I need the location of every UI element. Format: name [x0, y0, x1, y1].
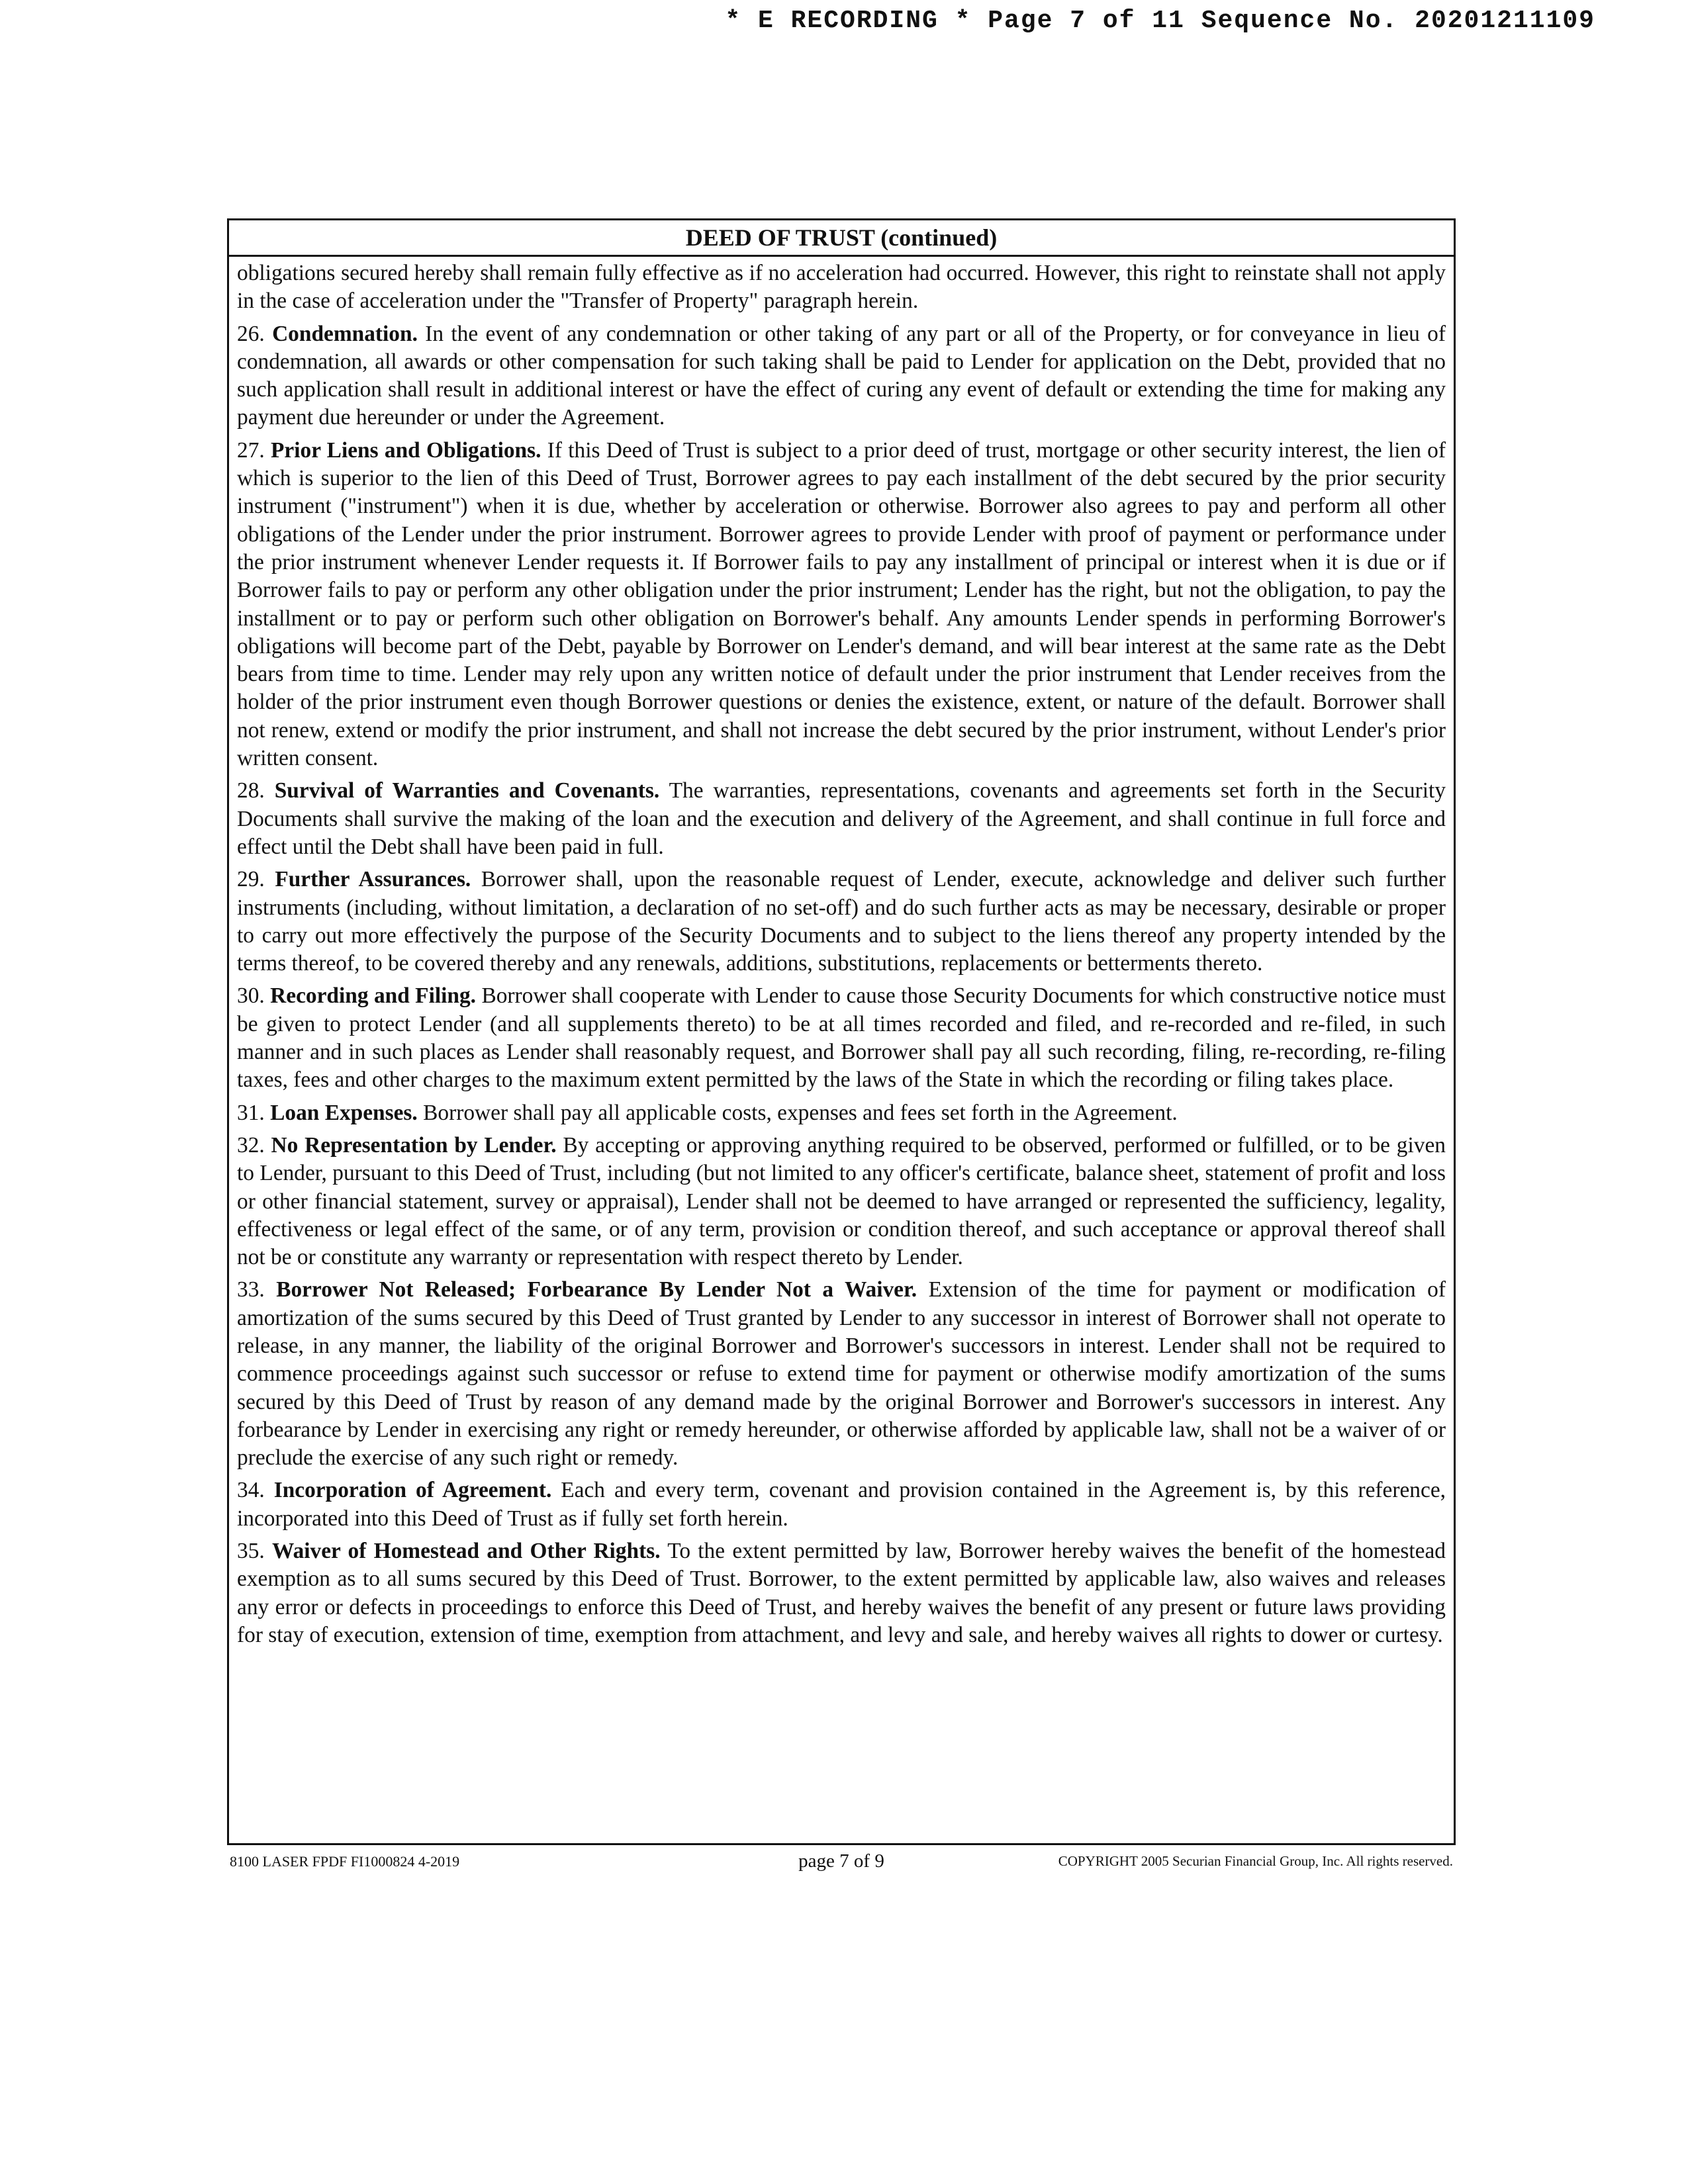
section-30 [237, 982, 1446, 1094]
section-34 [237, 1477, 1446, 1533]
section-text: If this Deed of Trust is subject to a prior deed of trust, mortgage or other security interest, the lien of which is superior to the lien of this Deed of Trust, Borrower agrees to pay each installment of the debt secured by the prior security instrument ("instrument") when it is due, whether by acceleration or otherwise. Borrower also agrees to pay and perform all other obligations of the Lender under the prior instrument. Borrower agrees to provide Lender with proof of payment or performance under the prior instrument whenever Lender requests it. If Borrower fails to pay any installment of principal or interest when it is due or if Borrower fails to pay or perform any other obligation under the prior instrument; Lender has the right, but not the obligation, to pay the installment or to pay or perform such other obligation on Borrower's behalf. Any amounts Lender spends in performing Borrower's obligations will become part of the Debt, payable by Borrower on Lender's demand, and will bear interest at the same rate as the Debt bears from time to time. Lender may rely upon any written notice of default under the prior instrument that Lender receives from the holder of the prior instrument even though Borrower questions or denies the existence, extent, or nature of the default. Borrower shall not renew, extend or modify the prior instrument, and shall not increase the debt secured by the prior instrument, without Lender's prior written consent. [237, 437, 1446, 771]
section-29 [237, 866, 1446, 978]
section-heading: Loan Expenses. [270, 1100, 418, 1125]
section-number: 26. [237, 321, 265, 346]
document-body [229, 257, 1454, 1649]
intro-paragraph: obligations secured hereby shall remain fully effective as if no acceleration had occurred. However, this right to reinstate shall not apply in the case of acceleration under the "Transfer of Property" paragraph herein. [237, 261, 1446, 314]
section-number: 34. [237, 1478, 265, 1503]
section-number: 30. [237, 983, 265, 1009]
section-number: 29. [237, 867, 265, 892]
section-number: 33. [237, 1277, 265, 1302]
section-32 [237, 1132, 1446, 1271]
section-number: 31. [237, 1100, 265, 1125]
copyright-notice: COPYRIGHT 2005 Securian Financial Group, Inc. All rights reserved. [1058, 1853, 1453, 1869]
document-title: DEED OF TRUST (continued) [229, 220, 1454, 257]
page-number: page 7 of 9 [798, 1850, 884, 1872]
section-heading: Prior Liens and Obligations. [271, 437, 541, 463]
section-number: 27. [237, 437, 265, 463]
section-28 [237, 777, 1446, 861]
recording-header: * E RECORDING * Page 7 of 11 Sequence No. 20201211109 [725, 7, 1595, 35]
form-id: 8100 LASER FPDF FI1000824 4-2019 [230, 1853, 460, 1870]
section-number: 35. [237, 1539, 265, 1564]
section-heading: Further Assurances. [275, 867, 471, 892]
document-footer [227, 1850, 1456, 1873]
section-text: By accepting or approving anything required to be observed, performed or fulfilled, or to be given to Lender, pursuant to this Deed of Trust, including (but not limited to any officer's certificate, balance sheet, statement of profit and loss or other financial statement, survey or appraisal), Lender shall not be deemed to have arranged or represented the sufficiency, legality, effectiveness or legal effect of the same, or of any term, provision or condition thereof, and such acceptance or approval thereof shall not be or constitute any warranty or representation with respect thereto by Lender. [237, 1132, 1446, 1270]
section-heading: Borrower Not Released; Forbearance By Lender Not a Waiver. [276, 1277, 917, 1302]
section-heading: No Representation by Lender. [271, 1132, 557, 1158]
section-text: Extension of the time for payment or modification of amortization of the sums secured by this Deed of Trust granted by Lender to any successor in interest of Borrower shall not operate to release, in any manner, the liability of the original Borrower and Borrower's successors in interest. Lender shall not be required to commence proceedings against such successor or refuse to extend time for payment or otherwise modify amortization of the sums secured by this Deed of Trust by reason of any demand made by the original Borrower and Borrower's successors in interest. Any forbearance by Lender in exercising any right or remedy hereunder, or otherwise afforded by applicable law, shall not be a waiver of or preclude the exercise of any such right or remedy. [237, 1277, 1446, 1471]
section-26 [237, 320, 1446, 432]
section-number: 32. [237, 1132, 265, 1158]
section-heading: Incorporation of Agreement. [273, 1478, 552, 1503]
section-text: Borrower shall pay all applicable costs, expenses and fees set forth in the Agreement. [423, 1100, 1178, 1125]
section-27 [237, 437, 1446, 773]
section-text: In the event of any condemnation or other taking of any part or all of the Property, or for conveyance in lieu of condemnation, all awards or other compensation for such taking shall be paid to Lender for application on the Debt, provided that no such application shall result in additional interest or have the effect of curing any event of default or extending the time for making any payment due hereunder or under the Agreement. [237, 321, 1446, 430]
section-33 [237, 1276, 1446, 1472]
section-heading: Condemnation. [272, 321, 418, 346]
section-text: Borrower shall, upon the reasonable request of Lender, execute, acknowledge and deliver such further instruments (including, without limitation, a declaration of no set-off) and do such further acts as may be necessary, desirable or proper to carry out more effectively the purpose of the Security Documents and to subject to the liens thereof any property intended by the terms thereof, to be covered thereby and any renewals, additions, substitutions, replacements or betterments thereto. [237, 867, 1446, 976]
section-text: To the extent permitted by law, Borrower hereby waives the benefit of the homestead exemption as to all sums secured by this Deed of Trust. Borrower, to the extent permitted by applicable law, also waives and releases any error or defects in proceedings to enforce this Deed of Trust, and hereby waives the benefit of any present or future laws providing for stay of execution, extension of time, exemption from attachment, and levy and sale, and hereby waives all rights to dower or curtesy. [237, 1539, 1446, 1647]
section-number: 28. [237, 778, 265, 803]
section-text: Borrower shall cooperate with Lender to cause those Security Documents for which constructive notice must be given to protect Lender (and all supplements thereto) to be at all times recorded and filed, and re-recorded and re-filed, in such manner and in such places as Lender shall reasonably request, and Borrower shall pay all such recording, filing, re-recording, re-filing taxes, fees and other charges to the maximum extent permitted by the laws of the State in which the recording or filing takes place. [237, 983, 1446, 1093]
section-35 [237, 1537, 1446, 1649]
section-31 [237, 1099, 1446, 1127]
document-box [227, 218, 1456, 1845]
section-heading: Recording and Filing. [270, 983, 477, 1009]
section-text: The warranties, representations, covenants and agreements set forth in the Security Documents shall survive the making of the loan and the execution and delivery of the Agreement, and shall continue in full force and effect until the Debt shall have been paid in full. [237, 778, 1446, 859]
section-text: Each and every term, covenant and provision contained in the Agreement is, by this reference, incorporated into this Deed of Trust as if fully set forth herein. [237, 1478, 1446, 1531]
section-heading: Survival of Warranties and Covenants. [274, 778, 660, 803]
section-heading: Waiver of Homestead and Other Rights. [272, 1539, 661, 1564]
